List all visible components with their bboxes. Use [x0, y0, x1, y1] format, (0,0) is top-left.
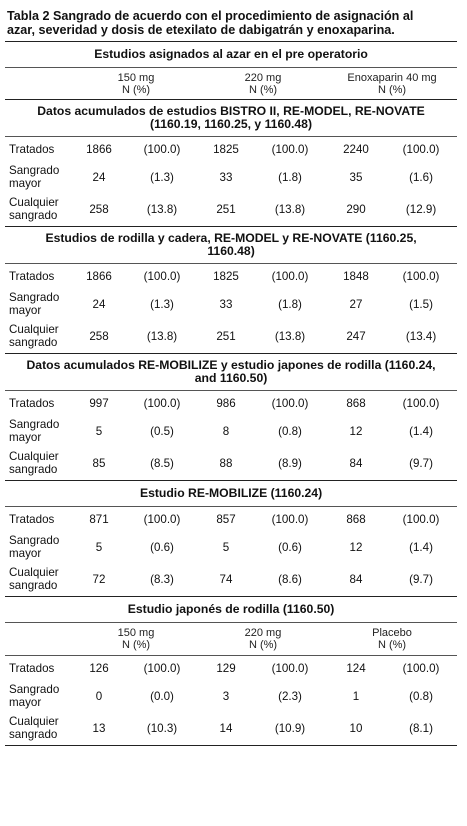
header-unit: N (%)	[121, 83, 151, 96]
count-150mg: 72	[92, 572, 106, 586]
table-row	[5, 507, 457, 532]
count-150mg: 871	[73, 507, 125, 532]
pct-220mg: (100.0)	[253, 391, 327, 416]
document-page	[5, 9, 457, 746]
table-row	[5, 563, 457, 597]
pct-220mg: (8.6)	[278, 572, 302, 586]
table-row	[5, 162, 457, 193]
count-comparator: 12	[349, 540, 363, 554]
row-label-line: Cualquier	[9, 323, 59, 337]
header-enoxaparin	[327, 68, 457, 100]
section-heading-line: and 1160.50)	[194, 371, 268, 385]
row-label	[5, 391, 73, 416]
count-comparator: 868	[327, 391, 385, 416]
pct-150mg: (13.8)	[146, 329, 178, 343]
section-heading	[5, 354, 457, 391]
header-unit: N (%)	[377, 639, 407, 651]
pct-150mg: (100.0)	[125, 656, 199, 681]
column-header-row	[5, 623, 457, 656]
section-heading-line: Estudio RE-MOBILIZE (1160.24)	[139, 486, 323, 500]
row-label	[5, 137, 73, 162]
pct-150mg: (100.0)	[125, 264, 199, 289]
pct-comparator: (100.0)	[385, 391, 457, 416]
row-label	[5, 289, 73, 320]
pct-comparator: (9.7)	[409, 572, 433, 586]
caption-line: azar, severidad y dosis de etexilato de dabigatrán y enoxaparina.	[7, 23, 395, 37]
count-220mg: 33	[219, 170, 233, 184]
row-label	[5, 416, 73, 447]
count-150mg: 1866	[73, 264, 125, 289]
row-label	[5, 507, 73, 532]
count-comparator: 35	[349, 170, 363, 184]
row-label	[5, 563, 73, 597]
section-heading-row	[5, 227, 457, 264]
row-label	[5, 447, 73, 481]
count-comparator: 868	[327, 507, 385, 532]
pct-comparator: (100.0)	[385, 137, 457, 162]
pct-150mg: (0.0)	[150, 689, 174, 703]
row-label-line: Cualquier	[9, 715, 59, 729]
count-220mg: 88	[219, 456, 233, 470]
row-label-line: Tratados	[9, 142, 55, 156]
row-label	[5, 320, 73, 354]
count-220mg: 1825	[199, 137, 253, 162]
count-220mg: 857	[199, 507, 253, 532]
count-150mg: 126	[73, 656, 125, 681]
header-dose: Placebo	[372, 627, 412, 639]
count-150mg: 5	[95, 540, 103, 554]
bottom-rule	[5, 746, 457, 747]
pct-220mg: (0.8)	[278, 424, 302, 438]
randomized-heading-row	[5, 42, 457, 68]
table-row	[5, 532, 457, 563]
row-label	[5, 264, 73, 289]
count-150mg: 13	[92, 721, 106, 735]
row-label-line: sangrado	[9, 336, 58, 350]
count-220mg: 1825	[199, 264, 253, 289]
header-150mg	[73, 623, 199, 656]
row-label-line: sangrado	[9, 209, 58, 223]
table-row	[5, 447, 457, 481]
row-label-line: Cualquier	[9, 196, 59, 210]
column-header-row	[5, 68, 457, 100]
pct-220mg: (13.8)	[274, 202, 306, 216]
table-caption	[7, 9, 457, 41]
pct-220mg: (100.0)	[253, 137, 327, 162]
row-label-line: Sangrado	[9, 291, 60, 304]
pct-150mg: (1.3)	[150, 170, 174, 184]
randomized-heading: Estudios asignados al azar en el pre operatorio	[5, 42, 457, 68]
count-220mg: 5	[222, 540, 230, 554]
count-220mg: 986	[199, 391, 253, 416]
row-label-line: sangrado	[9, 463, 58, 477]
row-label-line: Sangrado	[9, 418, 60, 431]
count-150mg: 24	[92, 297, 106, 311]
count-220mg: 251	[216, 202, 236, 216]
pct-150mg: (8.5)	[150, 456, 174, 470]
pct-150mg: (1.3)	[150, 297, 174, 311]
row-label-line: Sangrado	[9, 683, 60, 696]
section-heading	[5, 481, 457, 507]
table-row	[5, 416, 457, 447]
header-unit: N (%)	[121, 639, 151, 651]
caption-line: Tabla 2 Sangrado de acuerdo con el procedimiento de asignación al	[7, 9, 414, 23]
pct-150mg: (0.5)	[150, 424, 174, 438]
row-label-line: mayor	[9, 304, 42, 317]
row-label-line: mayor	[9, 177, 42, 190]
table-bottom-rule	[5, 746, 457, 747]
count-220mg: 33	[219, 297, 233, 311]
pct-comparator: (13.4)	[405, 329, 437, 343]
count-comparator: 27	[349, 297, 363, 311]
header-dose: 220 mg	[244, 71, 282, 84]
section-heading-line: Estudios de rodilla y cadera, RE-MODEL y RE-NOVATE (1160.25,	[45, 231, 417, 245]
section-heading-line: Datos acumulados de estudios BISTRO II, RE-MODEL, RE-NOVATE	[37, 104, 425, 118]
header-dose: 150 mg	[117, 71, 155, 84]
row-label-line: mayor	[9, 431, 42, 444]
count-220mg: 3	[222, 689, 230, 703]
table-row	[5, 320, 457, 354]
pct-220mg: (100.0)	[253, 264, 327, 289]
section-heading-line: 1160.48)	[207, 244, 255, 258]
count-comparator: 1848	[327, 264, 385, 289]
count-comparator: 2240	[327, 137, 385, 162]
count-150mg: 24	[92, 170, 106, 184]
row-label-line: Tratados	[9, 661, 55, 675]
count-comparator: 290	[346, 202, 366, 216]
header-220mg	[199, 68, 327, 100]
count-220mg: 14	[219, 721, 233, 735]
row-label-line: sangrado	[9, 579, 58, 593]
row-label	[5, 656, 73, 681]
header-220mg	[199, 623, 327, 656]
table-row	[5, 137, 457, 162]
pct-comparator: (1.4)	[409, 424, 433, 438]
count-150mg: 5	[95, 424, 103, 438]
row-label-line: Tratados	[9, 269, 55, 283]
row-label-line: Tratados	[9, 396, 55, 410]
pct-150mg: (100.0)	[125, 137, 199, 162]
count-comparator: 84	[349, 572, 363, 586]
pct-150mg: (10.3)	[146, 721, 178, 735]
header-placebo	[327, 623, 457, 656]
pct-150mg: (100.0)	[125, 507, 199, 532]
row-label	[5, 681, 73, 712]
table-row	[5, 391, 457, 416]
table-row	[5, 681, 457, 712]
count-150mg: 1866	[73, 137, 125, 162]
section-heading	[5, 597, 457, 623]
section-heading	[5, 100, 457, 137]
section-heading-row	[5, 100, 457, 137]
table-row	[5, 712, 457, 746]
pct-220mg: (1.8)	[278, 297, 302, 311]
pct-comparator: (12.9)	[405, 202, 437, 216]
pct-comparator: (8.1)	[409, 721, 433, 735]
count-150mg: 0	[95, 689, 103, 703]
pct-comparator: (1.6)	[409, 170, 433, 184]
pct-220mg: (10.9)	[274, 721, 306, 735]
row-label	[5, 532, 73, 563]
pct-220mg: (2.3)	[278, 689, 302, 703]
header-dose: Enoxaparin 40 mg	[347, 71, 437, 84]
count-comparator: 84	[349, 456, 363, 470]
row-label-line: Sangrado	[9, 164, 60, 177]
header-unit: N (%)	[377, 83, 407, 96]
count-comparator: 1	[352, 689, 360, 703]
count-comparator: 124	[327, 656, 385, 681]
count-150mg: 258	[89, 329, 109, 343]
count-220mg: 129	[199, 656, 253, 681]
row-label-line: Cualquier	[9, 450, 59, 464]
count-comparator: 247	[346, 329, 366, 343]
row-label-line: sangrado	[9, 728, 58, 742]
header-unit: N (%)	[248, 83, 278, 96]
pct-220mg: (8.9)	[278, 456, 302, 470]
pct-150mg: (100.0)	[125, 391, 199, 416]
section-heading-row	[5, 481, 457, 507]
section-heading-row	[5, 354, 457, 391]
header-dose: 220 mg	[244, 627, 282, 639]
pct-comparator: (100.0)	[385, 656, 457, 681]
row-label-line: Tratados	[9, 512, 55, 526]
table-row	[5, 656, 457, 681]
section-heading-line: (1160.19, 1160.25, y 1160.48)	[150, 117, 313, 131]
pct-220mg: (100.0)	[253, 507, 327, 532]
row-label-line: Cualquier	[9, 566, 59, 580]
section-heading-row	[5, 597, 457, 623]
count-150mg: 85	[92, 456, 106, 470]
pct-comparator: (100.0)	[385, 264, 457, 289]
bleeding-table	[5, 41, 457, 746]
pct-220mg: (13.8)	[274, 329, 306, 343]
header-blank	[5, 68, 73, 100]
row-label-line: mayor	[9, 547, 42, 560]
table-row	[5, 193, 457, 227]
section-heading	[5, 227, 457, 264]
row-label	[5, 712, 73, 746]
header-dose: 150 mg	[117, 627, 155, 639]
pct-150mg: (8.3)	[150, 572, 174, 586]
section-heading-line: Datos acumulados RE-MOBILIZE y estudio japones de rodilla (1160.24,	[26, 358, 436, 372]
count-150mg: 997	[73, 391, 125, 416]
row-label-line: Sangrado	[9, 534, 60, 547]
row-label-line: mayor	[9, 696, 42, 709]
row-label	[5, 193, 73, 227]
header-unit: N (%)	[248, 639, 278, 651]
pct-comparator: (9.7)	[409, 456, 433, 470]
count-comparator: 12	[349, 424, 363, 438]
header-blank	[5, 623, 73, 656]
count-comparator: 10	[349, 721, 363, 735]
pct-220mg: (0.6)	[278, 540, 302, 554]
pct-comparator: (100.0)	[385, 507, 457, 532]
pct-150mg: (13.8)	[146, 202, 178, 216]
pct-comparator: (0.8)	[409, 689, 433, 703]
table-row	[5, 264, 457, 289]
table-body	[5, 42, 457, 747]
pct-220mg: (1.8)	[278, 170, 302, 184]
count-220mg: 251	[216, 329, 236, 343]
pct-150mg: (0.6)	[150, 540, 174, 554]
pct-220mg: (100.0)	[253, 656, 327, 681]
count-220mg: 8	[222, 424, 230, 438]
pct-comparator: (1.5)	[409, 297, 433, 311]
table-row	[5, 289, 457, 320]
header-150mg	[73, 68, 199, 100]
section-heading-line: Estudio japonés de rodilla (1160.50)	[127, 602, 335, 616]
pct-comparator: (1.4)	[409, 540, 433, 554]
count-220mg: 74	[219, 572, 233, 586]
row-label	[5, 162, 73, 193]
count-150mg: 258	[89, 202, 109, 216]
